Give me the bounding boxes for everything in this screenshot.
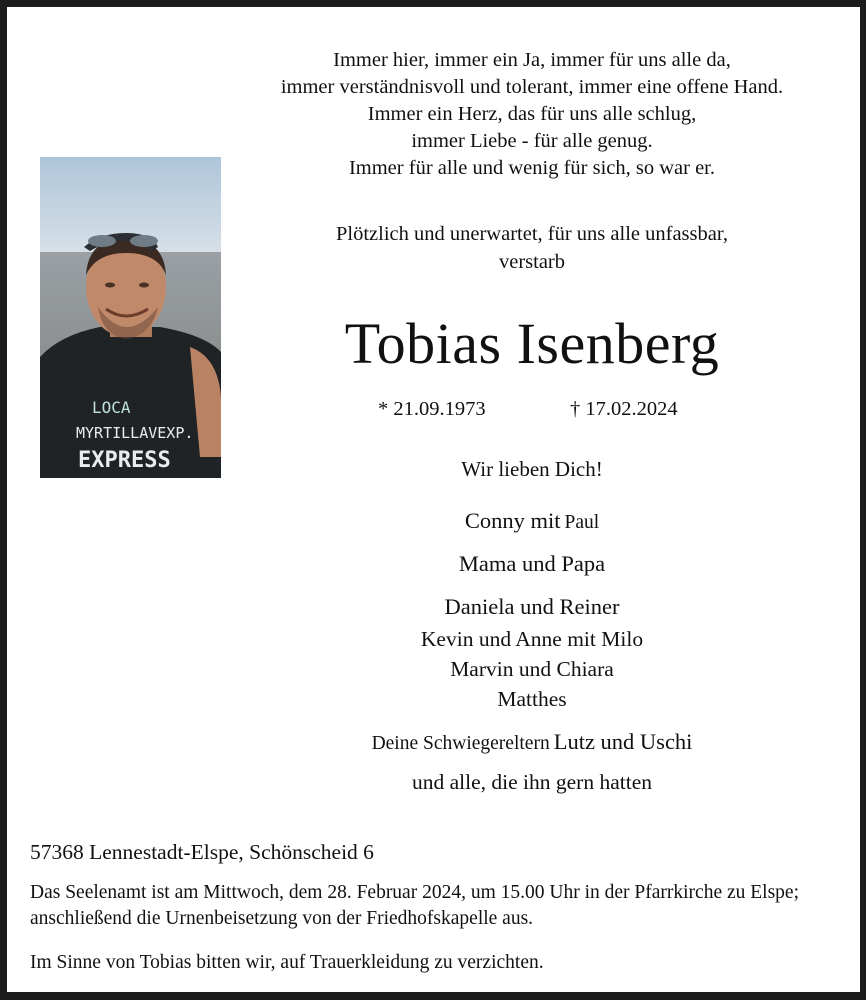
deceased-name: Tobias Isenberg: [344, 311, 720, 376]
intro-text: [230, 220, 834, 276]
poem-line: immer Liebe - für alle genug.: [411, 130, 653, 152]
family-line: Matthes: [497, 687, 567, 711]
intro-line: verstarb: [498, 251, 566, 273]
poem-line: Immer ein Herz, das für uns alle schlug,: [367, 103, 697, 125]
love-message: Wir lieben Dich!: [461, 457, 603, 481]
family-line: Kevin und Anne mit Milo: [420, 627, 644, 651]
birth-date: * 21.09.1973: [378, 398, 486, 420]
shirt-text: LOCA: [92, 398, 131, 417]
address: 57368 Lennestadt-Elspe, Schönscheid 6: [30, 840, 374, 864]
portrait-photo: [40, 157, 221, 478]
family-name: Lutz und Uschi: [553, 729, 693, 754]
shirt-text: EXPRESS: [78, 448, 171, 473]
family-line: Daniela und Reiner: [444, 594, 620, 619]
family-line: und alle, die ihn gern hatten: [411, 770, 652, 794]
family-line: [230, 727, 834, 760]
family-name-small: Deine Schwiegereltern: [371, 733, 550, 754]
request-note: Im Sinne von Tobias bitten wir, auf Trauerkleidung zu verzichten.: [30, 952, 544, 973]
family-line: Marvin und Chiara: [450, 657, 614, 681]
poem-verse: [230, 47, 834, 182]
family-name: Conny mit: [464, 508, 561, 533]
shirt-text: MYRTILLAVEXP.: [76, 424, 194, 442]
death-date: † 17.02.2024: [570, 398, 678, 420]
family-line: Mama und Papa: [458, 551, 606, 576]
poem-line: Immer für alle und wenig für sich, so war er.: [348, 157, 716, 179]
intro-line: Plötzlich und unerwartet, für uns alle unfassbar,: [336, 223, 728, 245]
poem-line: Immer hier, immer ein Ja, immer für uns alle da,: [333, 49, 731, 71]
family-line: [230, 506, 834, 539]
service-info: Das Seelenamt ist am Mittwoch, dem 28. Februar 2024, um 15.00 Uhr in der Pfarrkirche zu Elspe; anschließend die Urnenbeisetzung von der Friedhofskapelle aus.: [30, 882, 799, 929]
family-name-small: Paul: [564, 512, 600, 533]
poem-line: immer verständnisvoll und tolerant, immer eine offene Hand.: [280, 76, 784, 98]
